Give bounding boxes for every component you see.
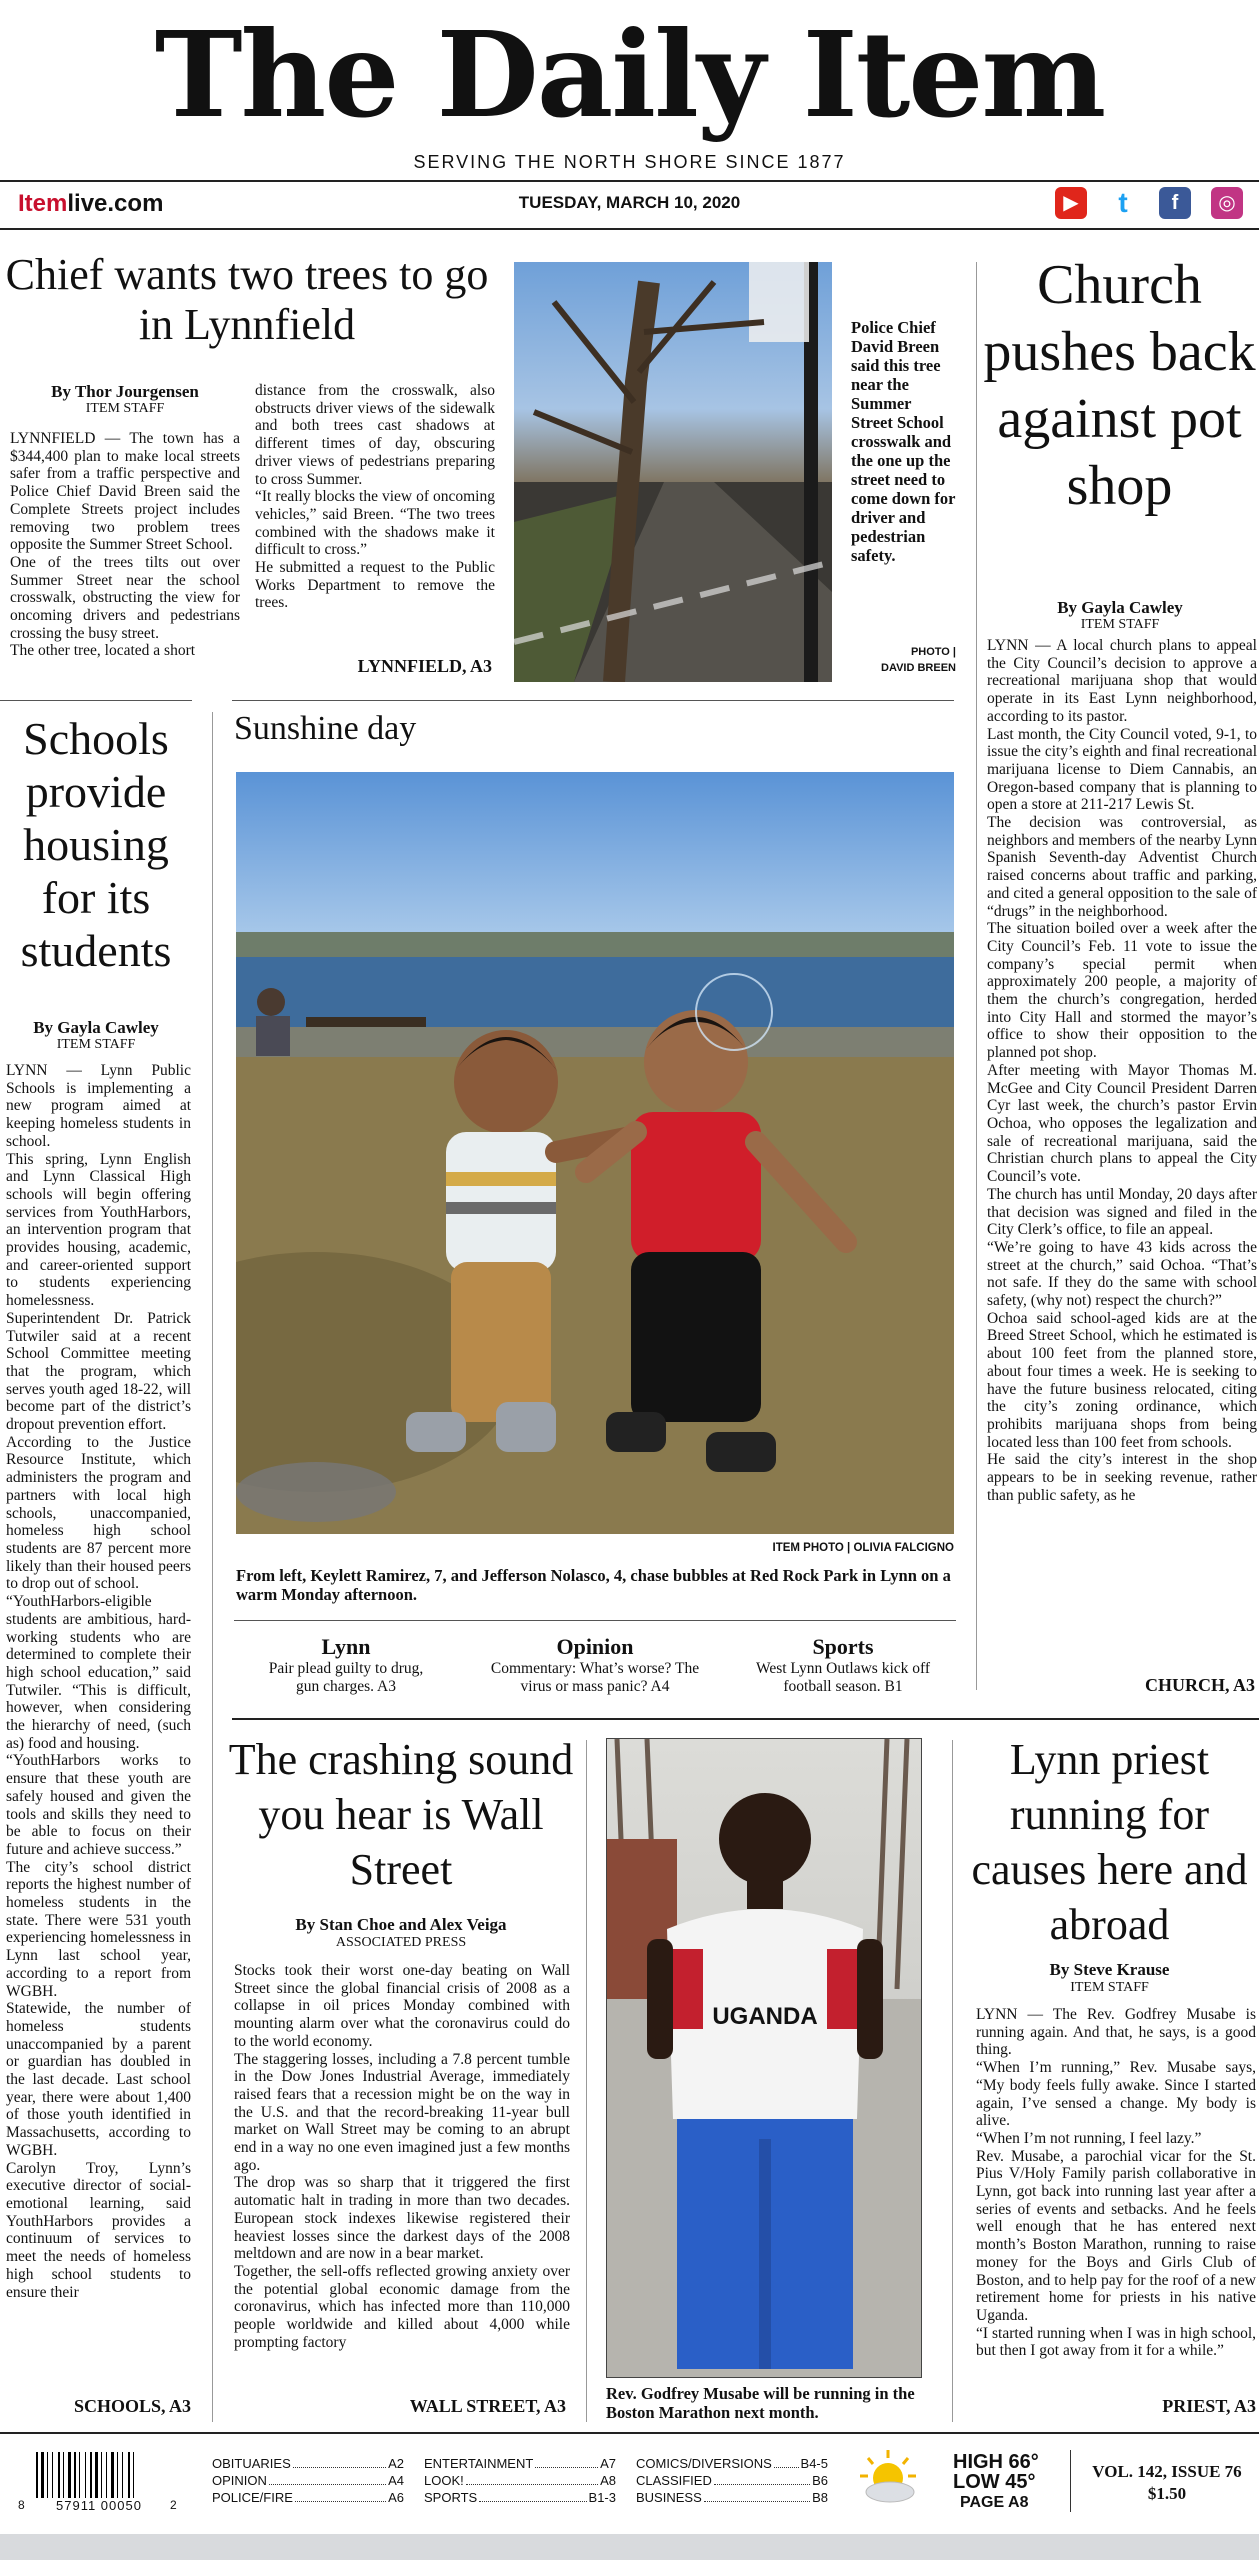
site-link[interactable]: Itemlive.com — [18, 190, 164, 217]
runner-photo — [606, 1738, 922, 2378]
index-page: B4-5 — [800, 2456, 828, 2471]
priest-headline[interactable]: Lynn priest running for causes here and abroad — [971, 1735, 1248, 1949]
church-headline[interactable]: Church pushes back against pot shop — [983, 254, 1256, 517]
trees-body-col2 — [255, 382, 495, 612]
column-rule-mid2 — [952, 1740, 953, 2422]
trees-caption: Police Chief David Breen said this tree near the Summer Street School crosswalk and the one up the street need to come down for driver and pedestrian safety. — [851, 318, 956, 565]
barcode-bar — [52, 2452, 53, 2498]
barcode-bar — [111, 2452, 114, 2498]
trees-photo — [514, 262, 832, 682]
teaser-opinion-title: Opinion — [556, 1634, 634, 1659]
index-entry[interactable] — [424, 2472, 616, 2489]
index-leader — [466, 2472, 598, 2485]
barcode-bar — [106, 2452, 107, 2498]
index-leader — [269, 2472, 386, 2485]
index-entry[interactable] — [636, 2489, 828, 2506]
footer-band — [0, 2534, 1259, 2560]
masthead-tagline: SERVING THE NORTH SHORE SINCE 1877 — [413, 152, 846, 172]
column-rule-right — [976, 262, 977, 1690]
youtube-icon[interactable]: ▶ — [1055, 187, 1087, 219]
footer-divider — [1070, 2450, 1071, 2512]
barcode-bar — [90, 2452, 92, 2498]
index-leader — [479, 2489, 586, 2502]
instagram-icon[interactable]: ◎ — [1211, 187, 1243, 219]
barcode-bar — [117, 2452, 118, 2498]
wallstreet-jump[interactable]: WALL STREET, A3 — [409, 2396, 566, 2416]
index-label: SPORTS — [424, 2490, 478, 2505]
rule-below-teasers — [232, 1718, 1259, 1720]
trees-byline: By Thor Jourgensen — [51, 382, 199, 401]
index-leader — [714, 2472, 810, 2485]
barcode-right-digit: 2 — [170, 2498, 177, 2512]
index-column-3 — [636, 2455, 828, 2506]
index-page: B8 — [812, 2490, 828, 2505]
facebook-icon[interactable]: f — [1159, 187, 1191, 219]
barcode-left-digit: 8 — [18, 2498, 25, 2512]
twitter-icon[interactable]: t — [1118, 187, 1128, 218]
index-label: OPINION — [212, 2473, 267, 2488]
sunshine-credit: ITEM PHOTO | OLIVIA FALCIGNO — [772, 1542, 954, 1554]
trees-credit-1: PHOTO | — [910, 646, 956, 658]
church-body-text: LYNN — A local church plans to appeal the City Council’s decision to approve a recreational marijuana shop that would operate in its East Lynn neighborhood, according to its pastor. Last month, the City Council voted, 9-1, to issue the city’s eighth and final recreational marijuana license to Diem Cannabis, an Oregon-based company that is planning to open a store at 211-217 Lewis St. The decision was controversial, as neighbors and members of the nearby Lynn Spanish Seventh-day Adventist Church raised concerns about traffic and parking, and cited a general opposition to the sale of “drugs” in the neighborhood. The situation boiled over a week after the City Council’s Feb. 11 vote to issue the company’s special permit when approximately 200 people, a majority of them the church’s congregation, herded into City Hall and stormed the mayor’s office to show their opposition to the planned pot shop. After meeting with Mayor Thomas M. McGee and City Council President Darren Cyr last week, the church’s pastor Ervin Ochoa, who opposes the legalization and sale of recreational marijuana, said the Christian church plans to appeal the City Council’s vote. The church has until Monday, 20 days after that decision was signed and filed in the City Clerk’s office, to file an appeal. “We’re going to have 43 kids across the street at the church,” said Ochoa. “That’s not safe. If they do the same with school safety, (why not) respect the church?” Ochoa said school-aged kids are at the Breed Street School, which he estimated is about 100 feet from the planned store, about four times a week. He is seeking to have the future business relocated, citing the city’s zoning ordinance, which prohibits marijuana shops from being located less than 100 feet from schools. He said the city’s interest in the shop appears to be in seeking revenue, rather than public safety, as he — [987, 637, 1257, 1504]
barcode-bar — [47, 2452, 48, 2498]
index-leader — [774, 2455, 799, 2468]
barcode-bar — [85, 2452, 86, 2498]
index-entry[interactable] — [424, 2455, 616, 2472]
schools-body-text: LYNN — Lynn Public Schools is implementing a new program aimed at keeping homeless students in school. This spring, Lynn English and Lynn Classical High schools will begin offering services from YouthHarbors, an intervention program that provides housing, academic, and career-oriented support to students experiencing homelessness. Superintendent Dr. Patrick Tutwiler said at a recent School Committee meeting that the program, which serves youth aged 18-22, will become part of the district’s dropout prevention effort. According to the Justice Resource Institute, which administers the program and partners with local high schools, unaccompanied, homeless high school students are 87 percent more likely than their housed peers to drop out of school. “YouthHarbors-eligible students are ambitious, hard-working students who are determined to complete their high school education,” said Tutwiler. “This is difficult, however, when considering the hierarchy of need, (such as) food and housing. “YouthHarbors works to ensure that these youth are safely housed and given the tools and skills they need to be able to focus on their future and achieve success.” The city’s school district reports the highest number of homeless students in the state. There were 531 youth experiencing homelessness in Lynn last school year, according to a report from WGBH. Statewide, the number of homeless students unaccompanied by a parent or guardian has doubled in the last decade. Last school year, there were about 1,400 of those youth identified in Massachusetts, according to WGBH. Carolyn Troy, Lynn’s executive director of social-emotional learning, said YouthHarbors provides a continuum of services to meet the needs of homeless high school students to ensure their — [6, 1062, 191, 2301]
barcode-bar — [133, 2452, 134, 2498]
masthead-title: The Daily Item — [154, 5, 1105, 144]
index-leader — [704, 2489, 810, 2502]
barcode-bar — [36, 2452, 38, 2498]
wallstreet-body — [234, 1962, 570, 2351]
teaser-lynn[interactable] — [266, 1634, 426, 1696]
trees-headline[interactable]: Chief wants two trees to go in Lynnfield — [5, 250, 489, 349]
index-entry[interactable] — [636, 2472, 828, 2489]
column-rule-mid — [586, 1740, 587, 2422]
volume-issue: VOL. 142, ISSUE 76 — [1092, 2462, 1242, 2481]
trees-body-text: LYNNFIELD — The town has a $344,400 plan to make local streets safer from a traffic perspective and Police Chief David Breen said the Complete Streets project includes removing two problem trees opposite the Summer Street School. One of the trees tilts out over Summer Street near the school crosswalk, obstructing the view for oncoming drivers and pedestrians crossing the busy street. The other tree, located a short — [10, 430, 240, 660]
index-entry[interactable] — [424, 2489, 616, 2506]
index-page: B1-3 — [588, 2490, 616, 2505]
teaser-opinion-text: Commentary: What’s worse? The virus or mass panic? A4 — [490, 1660, 700, 1695]
barcode-bar — [95, 2452, 98, 2498]
issue-date: TUESDAY, MARCH 10, 2020 — [518, 193, 741, 212]
index-label: POLICE/FIRE — [212, 2490, 293, 2505]
teaser-lynn-text: Pair plead guilty to drug, gun charges. A3 — [268, 1660, 424, 1695]
column-rule-left — [212, 712, 213, 2422]
index-leader — [293, 2455, 386, 2468]
masthead-rule-top — [0, 180, 1259, 182]
barcode-bar — [79, 2452, 80, 2498]
trees-jump[interactable]: LYNNFIELD, A3 — [357, 656, 492, 676]
barcode-bar — [122, 2452, 123, 2498]
weather-high: HIGH 66° — [953, 2451, 1039, 2473]
trees-body-col1 — [10, 430, 240, 660]
index-label: BUSINESS — [636, 2490, 702, 2505]
index-label: ENTERTAINMENT — [424, 2456, 534, 2471]
weather-sun-cloud-icon — [858, 2448, 918, 2508]
church-jump[interactable]: CHURCH, A3 — [1144, 1675, 1255, 1695]
teaser-opinion[interactable] — [480, 1634, 710, 1696]
barcode-bar — [74, 2452, 76, 2498]
teaser-sports-text: West Lynn Outlaws kick off football season. B1 — [755, 1660, 931, 1695]
trees-credit-2: DAVID BREEN — [881, 662, 956, 674]
wallstreet-headline[interactable]: The crashing sound you hear is Wall Street — [228, 1735, 574, 1894]
index-page: A7 — [600, 2456, 616, 2471]
weather-page[interactable]: PAGE A8 — [960, 2494, 1029, 2511]
rule-below-trees-left — [0, 700, 192, 701]
index-page: B6 — [812, 2473, 828, 2488]
priest-staff: ITEM STAFF — [1070, 1980, 1149, 1995]
index-page: A6 — [388, 2490, 404, 2505]
schools-jump[interactable]: SCHOOLS, A3 — [73, 2396, 191, 2416]
sunshine-photo — [236, 772, 954, 1534]
priest-jump[interactable]: PRIEST, A3 — [1162, 2396, 1256, 2416]
barcode-bars — [36, 2452, 166, 2500]
trees-body-text2: distance from the crosswalk, also obstructs driver views of the sidewalk and both trees cast shadows at different times of day, obscuring driver views of pedestrians preparing to cross Summer. “It really blocks the view of oncoming vehicles,” said Breen. “The two trees combined with the shadows make it difficult to cross.” He submitted a request to the Public Works Department to remove the trees. — [255, 382, 495, 612]
sunshine-title: Sunshine day — [234, 710, 417, 747]
schools-byline: By Gayla Cawley — [33, 1018, 159, 1037]
priest-body — [976, 2006, 1256, 2360]
barcode-bar — [101, 2452, 102, 2498]
index-entry[interactable] — [212, 2472, 404, 2489]
church-body — [987, 637, 1257, 1504]
index-column-2 — [424, 2455, 616, 2506]
index-column-1 — [212, 2455, 404, 2506]
schools-headline[interactable]: Schools provide housing for its students — [20, 713, 172, 976]
priest-byline: By Steve Krause — [1049, 1960, 1170, 1979]
barcode-bar — [41, 2452, 44, 2498]
priest-body-text: LYNN — The Rev. Godfrey Musabe is running again. And that, he says, is a good thing. “When I’m running,” Rev. Musabe says, “My body feels fully awake. Since I started again, I’ve sensed a change. My body is alive. “When I’m not running, I feel lazy.” Rev. Musabe, a parochial vicar for the St. Pius V/Holy Family parish collaborative in Lynn, got back into running last year after a series of events and setbacks. And he feels well enough that he has entered next month’s Boston Marathon, running to raise money for the Boys and Girls Club of Boston, and to help pay for the roof of a new retirement home for priests in his native Uganda. “I started running when I was in high school, but then I got away from it for a while.” — [976, 2006, 1256, 2360]
trees-staff: ITEM STAFF — [85, 401, 165, 416]
index-entry[interactable] — [212, 2455, 404, 2472]
schools-body — [6, 1062, 191, 2301]
wallstreet-staff: ASSOCIATED PRESS — [335, 1935, 467, 1950]
index-page: A4 — [388, 2473, 404, 2488]
wallstreet-body-text: Stocks took their worst one-day beating on Wall Street since the global financial crisis of 2008 as a collapse in oil prices Monday combined with mounting alarm over what the coronavirus could do to the world economy. The staggering losses, including a 7.8 percent tumble in the Dow Jones Industrial Average, immediately raised fears that a recession might be on the way in the U.S. and that the record-breaking 11-year bull market on Wall Street may be coming to an abrupt end in a way no one even imagined just a few months ago. The drop was so sharp that it triggered the first automatic halt in trading in more than two decades. European stock indexes likewise registered their heaviest losses since the darkest days of the 2008 meltdown and are now in a bear market. Together, the sell-offs reflected growing anxiety over the potential global economic damage from the coronavirus, which has infected more than 110,000 people worldwide and killed about 4,000 while prompting factory — [234, 1962, 570, 2351]
sunshine-caption: From left, Keylett Ramirez, 7, and Jefferson Nolasco, 4, chase bubbles at Red Rock Park in Lynn on a warm Monday afternoon. — [236, 1566, 951, 1604]
runner-caption: Rev. Godfrey Musabe will be running in the Boston Marathon next month. — [606, 2384, 915, 2422]
church-staff: ITEM STAFF — [1080, 617, 1160, 632]
wallstreet-byline: By Stan Choe and Alex Veiga — [295, 1915, 507, 1934]
weather-low: LOW 45° — [953, 2471, 1036, 2493]
footer-rule — [0, 2432, 1259, 2434]
barcode-number: 57911 00050 — [56, 2498, 142, 2513]
runner-jersey-text: UGANDA — [712, 2003, 818, 2030]
teaser-sports-title: Sports — [812, 1634, 874, 1659]
index-entry[interactable] — [636, 2455, 828, 2472]
index-label: CLASSIFIED — [636, 2473, 712, 2488]
masthead-rule-bottom — [0, 228, 1259, 230]
index-label: OBITUARIES — [212, 2456, 291, 2471]
index-label: LOOK! — [424, 2473, 464, 2488]
index-page: A2 — [388, 2456, 404, 2471]
barcode-bar — [68, 2452, 71, 2498]
barcode-bar — [63, 2452, 64, 2498]
rule-below-trees — [232, 700, 954, 701]
index-leader — [535, 2455, 598, 2468]
church-byline: By Gayla Cawley — [1057, 598, 1183, 617]
index-entry[interactable] — [212, 2489, 404, 2506]
barcode — [18, 2452, 178, 2514]
index-label: COMICS/DIVERSIONS — [636, 2456, 772, 2471]
index-leader — [295, 2489, 386, 2502]
teaser-lynn-title: Lynn — [321, 1634, 371, 1659]
schools-staff: ITEM STAFF — [56, 1037, 136, 1052]
rule-above-teasers — [234, 1620, 956, 1621]
index-page: A8 — [600, 2473, 616, 2488]
barcode-bar — [128, 2452, 130, 2498]
price: $1.50 — [1147, 2484, 1187, 2503]
teaser-sports[interactable] — [738, 1634, 948, 1696]
barcode-bar — [58, 2452, 60, 2498]
